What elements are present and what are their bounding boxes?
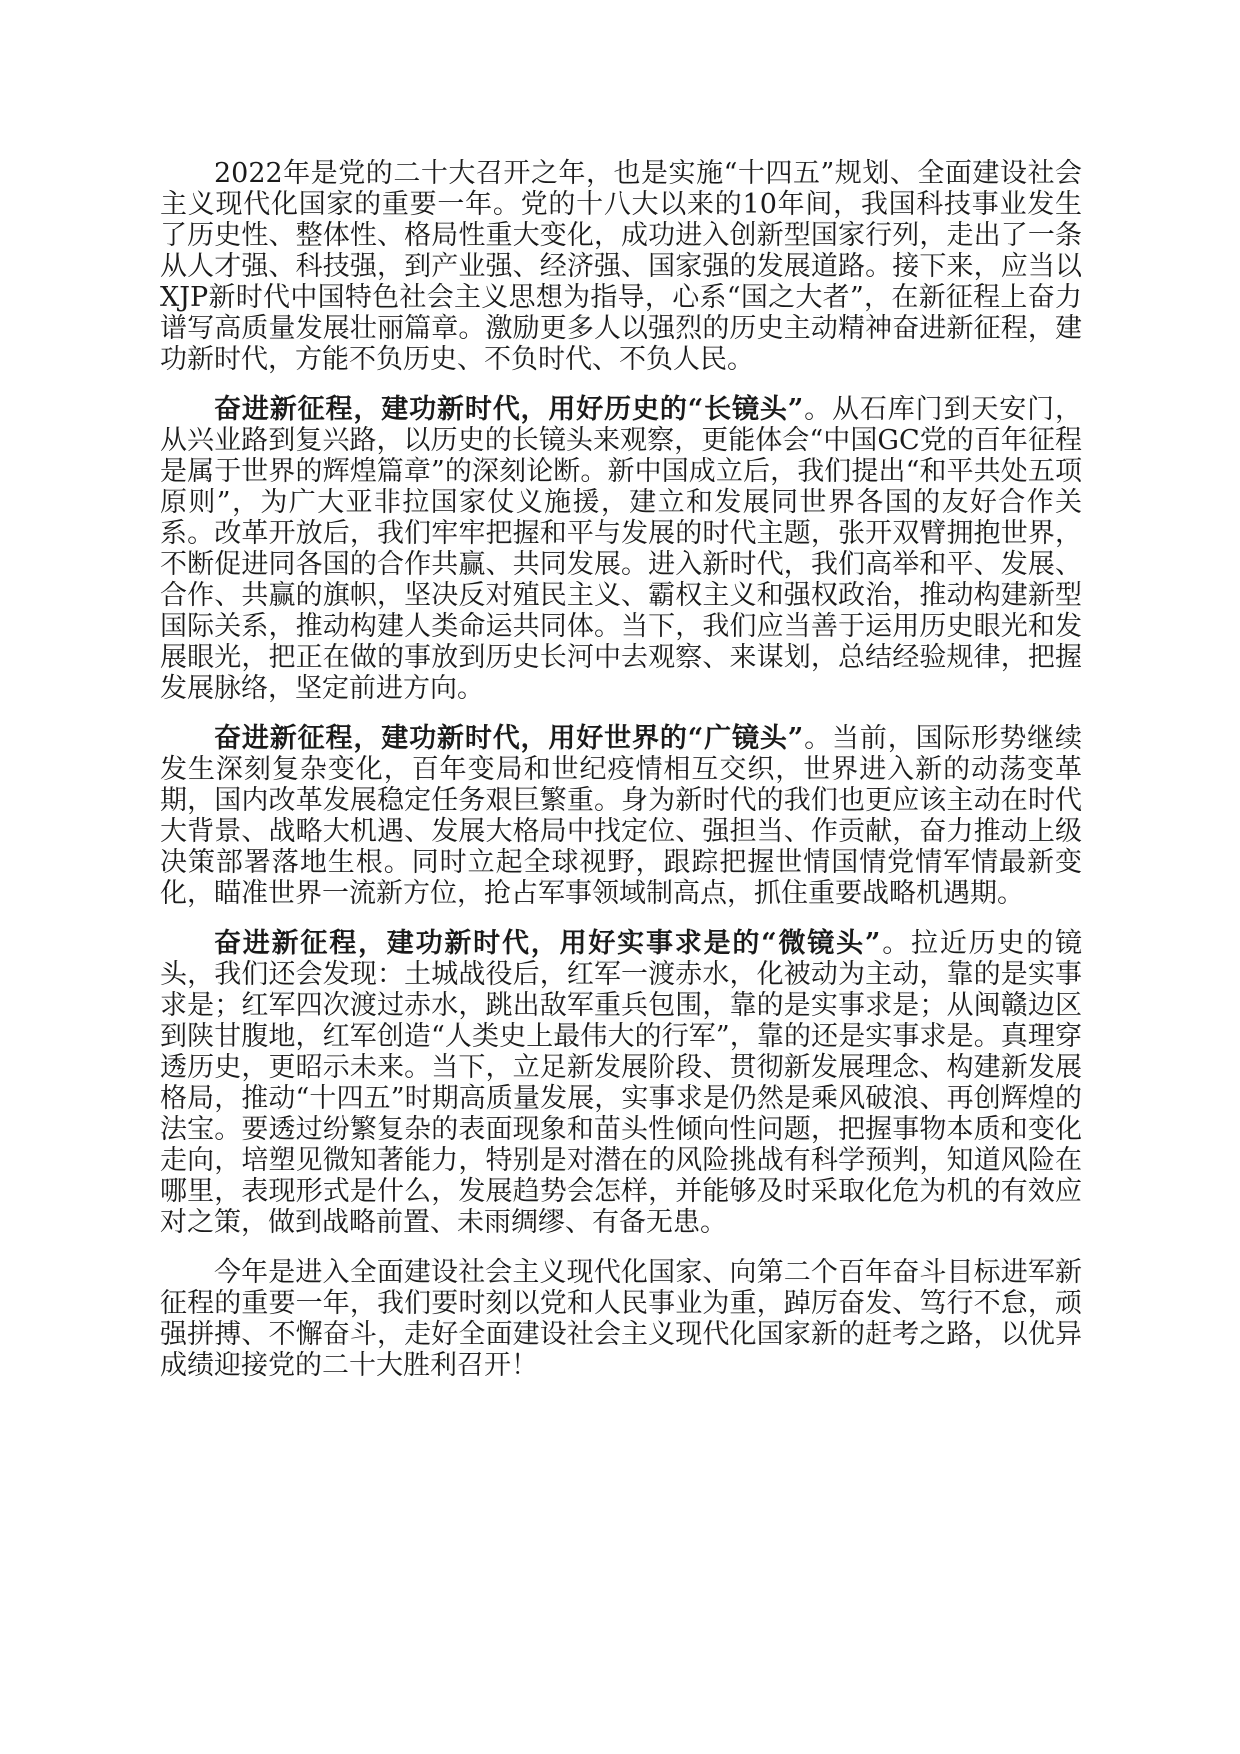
paragraph-text: 2022年是党的二十大召开之年，也是实施“十四五”规划、全面建设社会主义现代化国家的重要一年。党的十八大以来的10年间，我国科技事业发生了历史性、整体性、格局性重大变化，成功进入创新型国家行列，走出了一条从人才强、科技强，到产业强、经济强、国家强的发展道路。接下来，应当以XJP新时代中国特色社会主义思想为指导，心系“国之大者”，在新征程上奋力谱写高质量发展壮丽篇章。激励更多人以强烈的历史主动精神奋进新征程，建功新时代，方能不负历史、不负时代、不负人民。 — [160, 158, 1082, 375]
paragraph-world-lens — [160, 723, 1082, 909]
paragraph-text: 。拉近历史的镜头，我们还会发现：土城战役后，红军一渡赤水，化被动为主动，靠的是实事求是；红军四次渡过赤水，跳出敌军重兵包围，靠的是实事求是；从闽赣边区到陕甘腹地，红军创造“人类史上最伟大的行军”，靠的还是实事求是。真理穿透历史，更昭示未来。当下，立足新发展阶段、贯彻新发展理念、构建新发展格局，推动“十四五”时期高质量发展，实事求是仍然是乘风破浪、再创辉煌的法宝。要透过纷繁复杂的表面现象和苗头性倾向性问题，把握事物本质和变化走向，培塑见微知著能力，特别是对潜在的风险挑战有科学预判，知道风险在哪里，表现形式是什么，发展趋势会怎样，并能够及时采取化危为机的有效应对之策，做到战略前置、未雨绸缪、有备无患。 — [160, 928, 1083, 1238]
paragraph-conclusion — [160, 1257, 1082, 1381]
paragraph-micro-lens — [160, 928, 1082, 1238]
paragraph-lead: 奋进新征程，建功新时代，用好世界的“广镜头” — [214, 723, 804, 754]
document-body — [160, 158, 1082, 1400]
paragraph-text: 今年是进入全面建设社会主义现代化国家、向第二个百年奋斗目标进军新征程的重要一年，我们要时刻以党和人民事业为重，踔厉奋发、笃行不怠，顽强拼搏、不懈奋斗，走好全面建设社会主义现代化国家新的赶考之路，以优异成绩迎接党的二十大胜利召开！ — [160, 1257, 1082, 1381]
paragraph-lead: 奋进新征程，建功新时代，用好实事求是的“微镜头” — [214, 928, 881, 959]
paragraph-text: 。当前，国际形势继续发生深刻复杂变化，百年变局和世纪疫情相互交织，世界进入新的动荡变革期，国内改革发展稳定任务艰巨繁重。身为新时代的我们也更应该主动在时代大背景、战略大机遇、发展大格局中找定位、强担当、作贡献，奋力推动上级决策部署落地生根。同时立起全球视野，跟踪把握世情国情党情军情最新变化，瞄准世界一流新方位，抢占军事领域制高点，抓住重要战略机遇期。 — [160, 723, 1083, 909]
paragraph-history-lens — [160, 394, 1082, 704]
paragraph-text: 。从石库门到天安门，从兴业路到复兴路，以历史的长镜头来观察，更能体会“中国GC党的百年征程是属于世界的辉煌篇章”的深刻论断。新中国成立后，我们提出“和平共处五项原则”，为广大亚非拉国家仗义施援，建立和发展同世界各国的友好合作关系。改革开放后，我们牢牢把握和平与发展的时代主题，张开双臂拥抱世界，不断促进同各国的合作共赢、共同发展。进入新时代，我们高举和平、发展、合作、共赢的旗帜，坚决反对殖民主义、霸权主义和强权政治，推动构建新型国际关系，推动构建人类命运共同体。当下，我们应当善于运用历史眼光和发展眼光，把正在做的事放到历史长河中去观察、来谋划，总结经验规律，把握发展脉络，坚定前进方向。 — [160, 394, 1083, 704]
paragraph-lead: 奋进新征程，建功新时代，用好历史的“长镜头” — [214, 394, 804, 425]
paragraph-intro — [160, 158, 1082, 375]
